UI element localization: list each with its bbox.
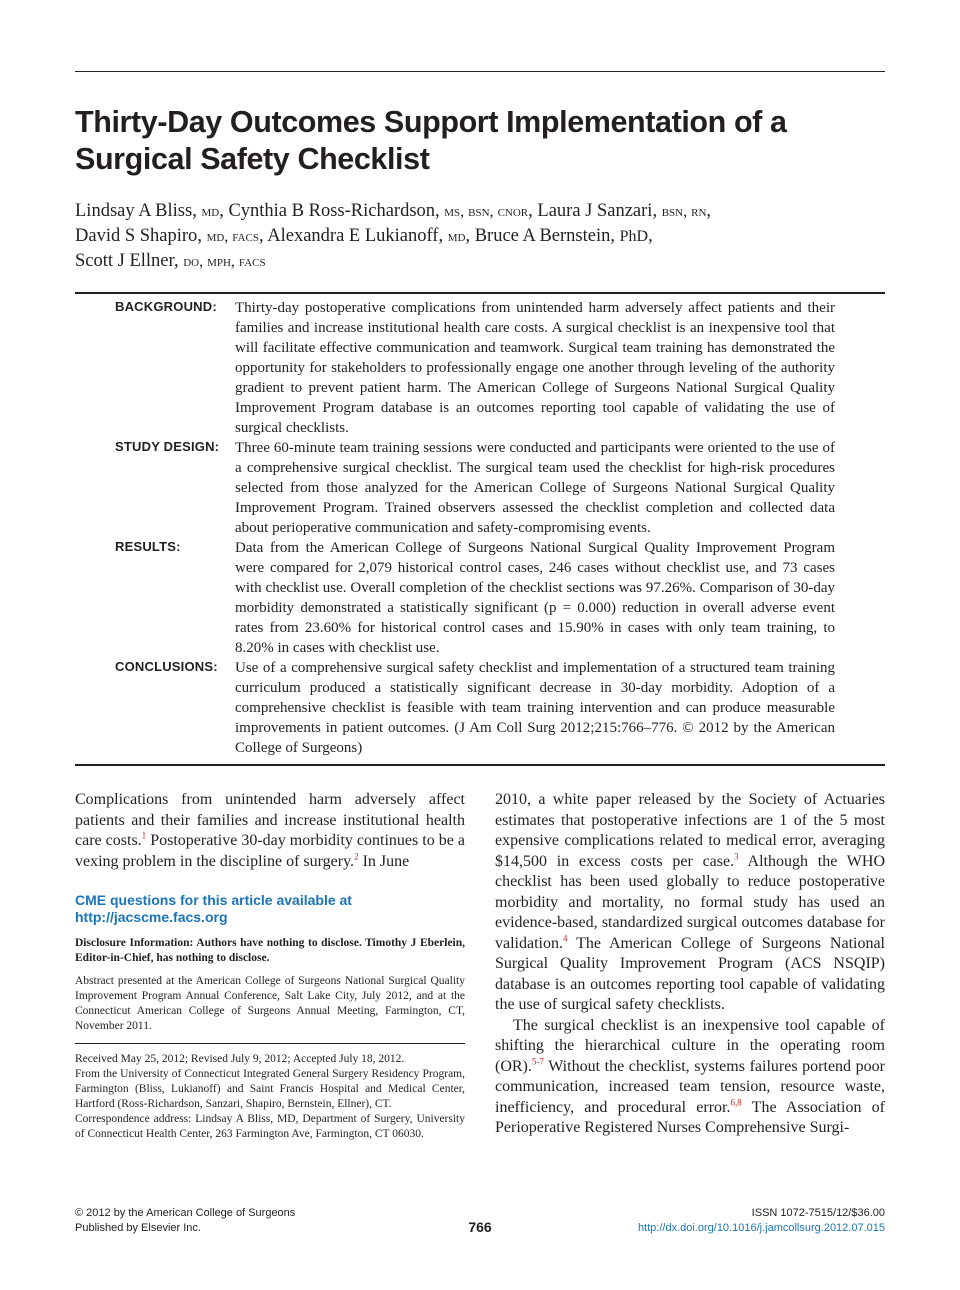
abstract-rule-top: [75, 292, 885, 294]
abstract-study-design: [75, 438, 885, 538]
reference-link[interactable]: 5-7: [531, 1056, 544, 1067]
abstract-text: Use of a comprehensive surgical safety checklist and implementation of a structured team training curriculum produced a statistically significant decrease in 30-day morbidity. Adoption of a comprehensive checklist is feasible with team training intervention and can produce measurable improvements in patient outcomes. (J Am Coll Surg 2012;215:766–776. © 2012 by the American College of Surgeons): [235, 660, 835, 756]
body-text-run: 2010, a white paper released by the Society of Actuaries estimates that postoperative infections are 1 of the 5 most expensive complications related to medical error, averaging $14,500 in excess costs per case.: [495, 791, 885, 870]
footer-right: [638, 1206, 885, 1236]
author-name: Lindsay A Bliss: [75, 201, 193, 221]
cme-notice: [75, 892, 465, 926]
author-name: Laura J Sanzari: [537, 201, 653, 221]
top-rule: [75, 71, 885, 72]
body-text-run: The Association of Perioperative Registered Nurses Comprehensive Surgi-: [495, 1098, 886, 1136]
cme-text: CME questions for this article available at: [75, 892, 352, 908]
body-text-run: In June: [358, 852, 410, 870]
body-text-run: The surgical checklist is an inexpensive tool capable of shifting the hierarchical culture in the operating room (OR).: [495, 1016, 885, 1075]
body-paragraph: [495, 790, 885, 1016]
reference-link[interactable]: 4: [562, 933, 568, 944]
cme-link[interactable]: http://jacscme.facs.org: [75, 909, 228, 925]
doi-link[interactable]: http://dx.doi.org/10.1016/j.jamcollsurg.2012.07.015: [637, 1222, 885, 1234]
author-degrees: PhD: [619, 228, 649, 245]
reference-link[interactable]: 2: [354, 851, 359, 862]
received-dates: Received May 25, 2012; Revised July 9, 2012; Accepted July 18, 2012.: [75, 1053, 405, 1065]
article-title: Thirty-Day Outcomes Support Implementation of a Surgical Safety Checklist: [75, 105, 787, 176]
body-text-run: The American College of Surgeons National Surgical Quality Improvement Program (ACS NSQIP) database is an outcomes reporting tool capable of validating the use of surgical safety checklists.: [495, 934, 885, 1013]
publisher: Published by Elsevier Inc.: [75, 1222, 201, 1234]
disclosure-info: Disclosure Information: Authors have nothing to disclose. Timothy J Eberlein, Editor-in-Chief, has nothing to disclose.: [75, 937, 465, 964]
abstract-text: Data from the American College of Surgeons National Surgical Quality Improvement Program were compared for 2,079 historical control cases, 246 cases without checklist use, and 73 cases with checklist use. Overall completion of the checklist sections was 97.26%. Comparison of 30-day morbidity demonstrated a statistically significant (p = 0.000) reduction in overall adverse event rates from 23.60% for historical control cases and 15.90% in cases with only team training, to 8.20% in cases with checklist use.: [235, 540, 835, 656]
author-name: David S Shapiro: [75, 226, 198, 246]
body-text-run: Although the WHO checklist has been used globally to reduce postoperative morbidity and mortality, no formal study has used an evidence-based, standardized surgical outcomes database for validation.: [495, 852, 886, 952]
abstract-label: RESULTS:: [115, 539, 181, 554]
correspondence: Correspondence address: Lindsay A Bliss, MD, Department of Surgery, University of Connecticut Health Center, 263 Farmington Ave, Farmington, CT 06030.: [75, 1113, 465, 1140]
author-degrees: md, facs: [206, 228, 259, 245]
body-paragraph: [495, 1016, 885, 1139]
article-notes: [75, 1052, 465, 1142]
abstract-conclusions: [75, 658, 885, 758]
body-paragraph: [75, 790, 465, 872]
author-list: Lindsay A Bliss, md, Cynthia B Ross-Richardson, ms, bsn, cnor, Laura J Sanzari, bsn, rn, David S Shapiro, md, facs, Alexandra E Lukianoff, md, Bruce A Bernstein, PhD, Scott J Ellner, do, mph, facs: [75, 201, 712, 271]
body-text-run: Complications from unintended harm adversely affect patients and their families and increase institutional health care costs.: [75, 791, 465, 849]
body-text-run: Without the checklist, systems failures portend poor communication, increased team tension, resource waste, inefficiency, and procedural error.: [495, 1057, 885, 1116]
abstract-rule-bottom: [75, 764, 885, 766]
structured-abstract: [75, 298, 885, 758]
abstract-label: CONCLUSIONS:: [115, 659, 218, 674]
issn: ISSN 1072-7515/12/$36.00: [751, 1207, 885, 1219]
author-degrees: do, mph, facs: [183, 253, 266, 270]
author-degrees: md: [447, 228, 466, 245]
author-name: Alexandra E Lukianoff: [267, 226, 439, 246]
page-number: 766: [468, 1219, 492, 1235]
body-column-left: [75, 790, 465, 1142]
affiliation: From the University of Connecticut Integrated General Surgery Residency Program, Farmington (Bliss, Lukianoff) and Saint Francis Hospital and Medical Center, Hartford (Ross-Richardson, Sanzari, Shapiro, Bernstein, Ellner), CT.: [75, 1068, 465, 1110]
abstract-label: BACKGROUND:: [115, 299, 217, 314]
abstract-text: Three 60-minute team training sessions were conducted and participants were oriented to the use of a comprehensive surgical checklist. The surgical team used the checklist for high-risk procedures selected from those analyzed for the American College of Surgeons National Surgical Quality Improvement Program. Trained observers assessed the checklist completion and collected data about perioperative communication and safety-compromising events.: [235, 440, 835, 536]
presentation-note: Abstract presented at the American College of Surgeons National Surgical Quality Improvement Program Annual Conference, Salt Lake City, July 2012, and at the Connecticut American College of Surgeons Annual Meeting, Farmington, CT, November 2011.: [75, 975, 465, 1032]
abstract-background: [75, 298, 885, 438]
abstract-text: Thirty-day postoperative complications from unintended harm adversely affect patients and their families and increase institutional health care costs. A surgical checklist is an inexpensive tool that will facilitate effective communication and teamwork. Surgical team training has demonstrated the opportunity for stakeholders to professionally engage one another through leveling of the authority gradient to prevent patient harm. The American College of Surgeons National Surgical Quality Improvement Program database is an outcomes reporting tool capable of validating the use of surgical checklists.: [235, 300, 835, 436]
body-column-right: [495, 790, 885, 1139]
footnote-rule: [75, 1043, 465, 1044]
reference-link[interactable]: 1: [141, 830, 147, 841]
author-name: Cynthia B Ross-Richardson: [228, 201, 436, 221]
author-name: Bruce A Bernstein: [474, 226, 611, 246]
copyright: © 2012 by the American College of Surgeons: [75, 1207, 296, 1219]
reference-link[interactable]: 6,8: [730, 1097, 742, 1108]
author-degrees: ms, bsn, cnor: [444, 203, 529, 220]
abstract-results: [75, 538, 885, 658]
abstract-label: STUDY DESIGN:: [115, 439, 220, 454]
body-text-run: Postoperative 30-day morbidity continues to be a vexing problem in the discipline of surgery.: [75, 832, 465, 870]
author-degrees: bsn, rn: [661, 203, 707, 220]
author-name: Scott J Ellner: [75, 251, 174, 271]
reference-link[interactable]: 3: [734, 851, 739, 862]
author-degrees: md: [201, 203, 220, 220]
